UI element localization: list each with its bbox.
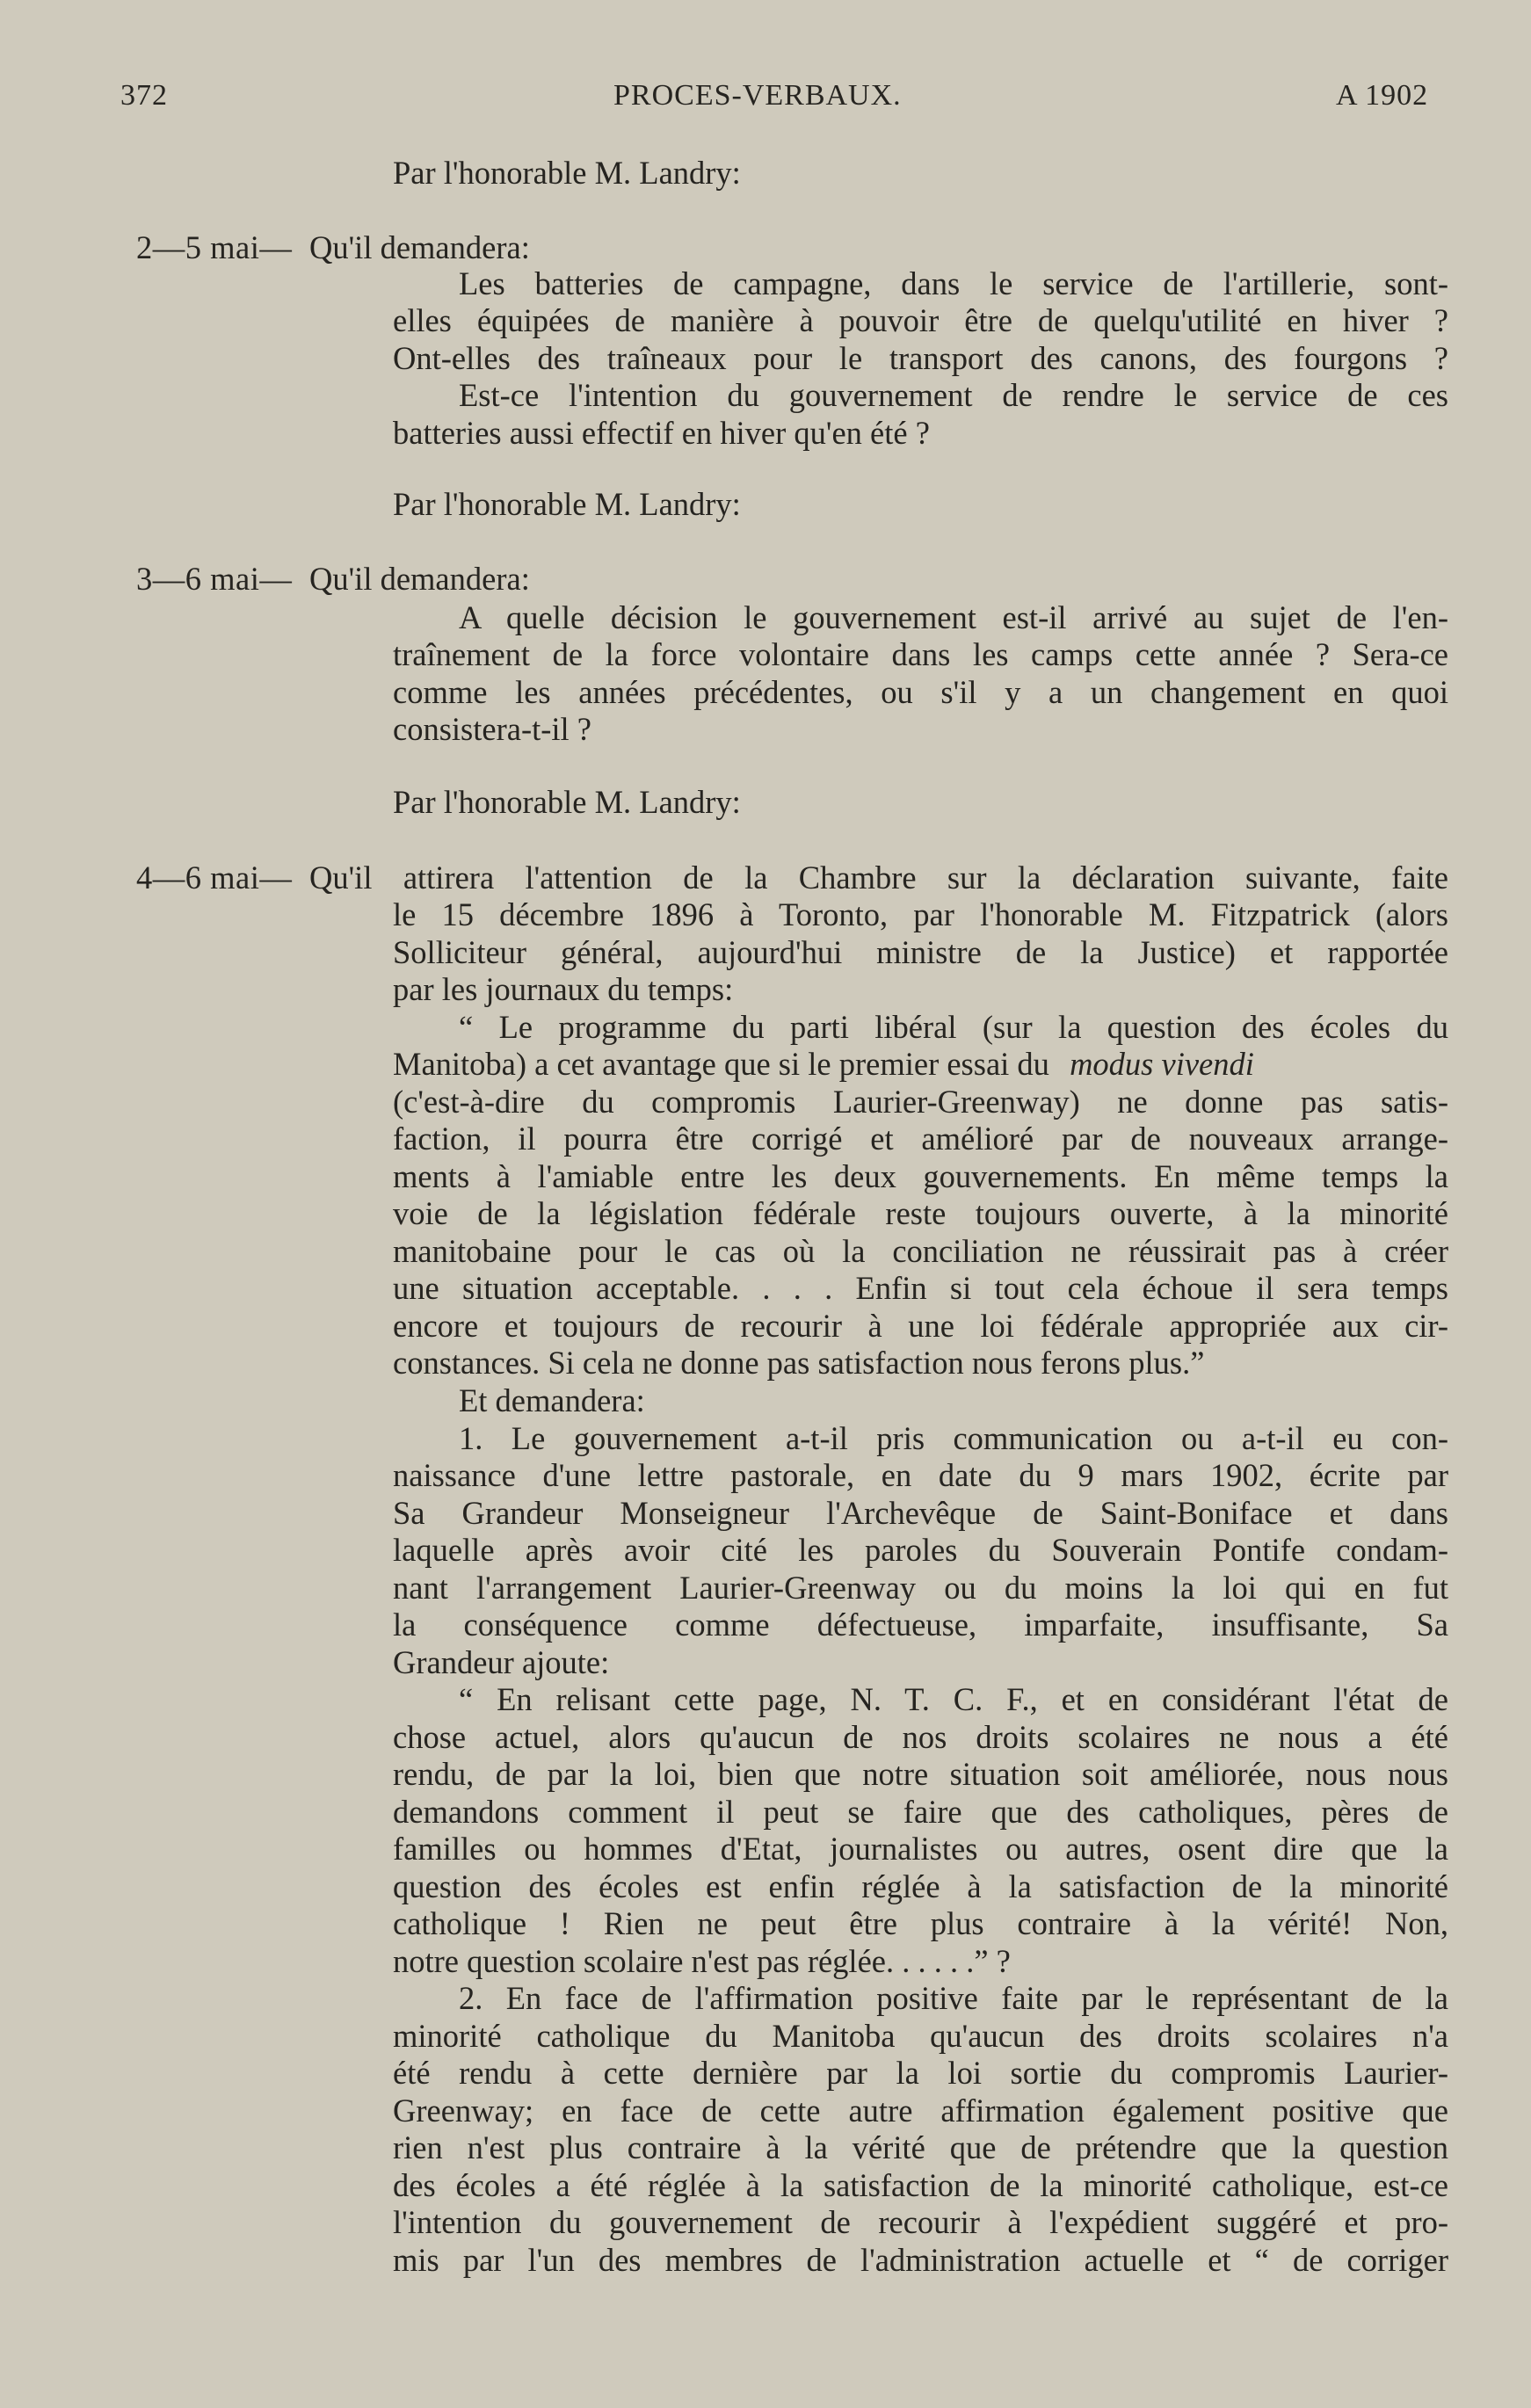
section-3-line: la conséquence comme défectueuse, imparfaite, insuffisante, Sa [393,1607,1448,1643]
section-2-line: traînement de la force volontaire dans les camps cette année ? Sera-ce [393,636,1448,672]
section-3-line: ments à l'amiable entre les deux gouvernements. En même temps la [393,1158,1448,1194]
section-3-line: rien n'est plus contraire à la vérité que de prétendre que la question [393,2129,1448,2165]
section-3-line: demandons comment il peut se faire que des catholiques, pères de [393,1794,1448,1830]
page-number: 372 [120,79,168,112]
section-3-lead: Qu'il attirera l'attention de la Chambre sur la déclaration suivante, faite [309,859,1448,896]
running-title: PROCES-VERBAUX. [613,79,902,112]
section-3-line [393,1046,1254,1083]
section-3-line: 1. Le gouvernement a-t-il pris communication ou a-t-il eu con- [459,1420,1448,1456]
section-3-line: “ En relisant cette page, N. T. C. F., et en considérant l'état de [459,1681,1448,1717]
section-3-line: notre question scolaire n'est pas réglée. . . . . .” ? [393,1943,1011,1979]
section-1-line: elles équipées de manière à pouvoir être de quelqu'utilité en hiver ? [393,302,1448,338]
section-3-line-text: Manitoba) a cet avantage que si le premier essai du [393,1046,1049,1082]
section-1-line: Est-ce l'intention du gouvernement de rendre le service de ces [459,377,1448,413]
year-label: A 1902 [1336,79,1429,112]
section-2-number: 3—6 mai— [136,561,293,597]
section-3-line: nant l'arrangement Laurier-Greenway ou du moins la loi qui en fut [393,1570,1448,1606]
section-2-line: comme les années précédentes, ou s'il y a un changement en quoi [393,674,1448,710]
section-3-line: familles ou hommes d'Etat, journalistes ou autres, osent dire que la [393,1831,1448,1867]
section-3-line: des écoles a été réglée à la satisfaction de la minorité catholique, est-ce [393,2167,1448,2203]
section-3-line: Grandeur ajoute: [393,1644,610,1680]
section-3-line: “ Le programme du parti libéral (sur la question des écoles du [459,1009,1448,1045]
section-2-lead: Qu'il demandera: [309,561,530,597]
section-3-number: 4—6 mai— [136,859,293,896]
section-1-line: Les batteries de campagne, dans le service de l'artillerie, sont- [459,265,1448,301]
section-3-line: naissance d'une lettre pastorale, en date du 9 mars 1902, écrite par [393,1457,1448,1493]
section-3-line: par les journaux du temps: [393,971,734,1007]
section-3-line: manitobaine pour le cas où la conciliation ne réussirait pas à créer [393,1233,1448,1269]
section-3-line: 2. En face de l'affirmation positive faite par le représentant de la [459,1980,1448,2016]
section-3-line: Solliciteur général, aujourd'hui ministre de la Justice) et rapportée [393,934,1448,970]
section-3-line: l'intention du gouvernement de recourir à l'expédient suggéré et pro- [393,2204,1448,2240]
section-3-line: Et demandera: [459,1382,645,1418]
section-2-line: A quelle décision le gouvernement est-il arrivé au sujet de l'en- [459,599,1448,635]
section-3-line: (c'est-à-dire du compromis Laurier-Greenway) ne donne pas satis- [393,1084,1448,1120]
section-3-line-italic: modus vivendi [1070,1046,1254,1082]
section-3-line: Greenway; en face de cette autre affirmation également positive que [393,2092,1448,2129]
section-3-line: mis par l'un des membres de l'administration actuelle et “ de corriger [393,2242,1448,2278]
section-3-line: voie de la législation fédérale reste toujours ouverte, à la minorité [393,1195,1448,1231]
section-1-number: 2—5 mai— [136,229,293,265]
section-1-lead: Qu'il demandera: [309,229,530,265]
section-3-line: chose actuel, alors qu'aucun de nos droits scolaires ne nous a été [393,1719,1448,1755]
section-2-by: Par l'honorable M. Landry: [393,486,741,522]
section-3-by: Par l'honorable M. Landry: [393,784,741,820]
section-1-by: Par l'honorable M. Landry: [393,155,741,191]
section-1-line: Ont-elles des traîneaux pour le transport des canons, des fourgons ? [393,340,1448,376]
section-3-line: encore et toujours de recourir à une loi fédérale appropriée aux cir- [393,1308,1448,1344]
section-3-line: rendu, de par la loi, bien que notre situation soit améliorée, nous nous [393,1756,1448,1792]
section-3-line: faction, il pourra être corrigé et amélioré par de nouveaux arrange- [393,1121,1448,1157]
section-3-line: minorité catholique du Manitoba qu'aucun des droits scolaires n'a [393,2018,1448,2054]
section-3-line: Sa Grandeur Monseigneur l'Archevêque de Saint-Boniface et dans [393,1495,1448,1531]
section-2-line: consistera-t-il ? [393,711,592,747]
section-3-line: constances. Si cela ne donne pas satisfaction nous ferons plus.” [393,1345,1205,1381]
section-3-line: une situation acceptable. . . . Enfin si tout cela échoue il sera temps [393,1270,1448,1306]
section-3-line: été rendu à cette dernière par la loi sortie du compromis Laurier- [393,2055,1448,2091]
section-1-line: batteries aussi effectif en hiver qu'en été ? [393,415,930,451]
section-3-line: le 15 décembre 1896 à Toronto, par l'honorable M. Fitzpatrick (alors [393,896,1448,932]
section-3-line: laquelle après avoir cité les paroles du Souverain Pontife condam- [393,1532,1448,1568]
section-3-line: catholique ! Rien ne peut être plus contraire à la vérité! Non, [393,1905,1448,1941]
section-3-line: question des écoles est enfin réglée à la satisfaction de la minorité [393,1868,1448,1904]
